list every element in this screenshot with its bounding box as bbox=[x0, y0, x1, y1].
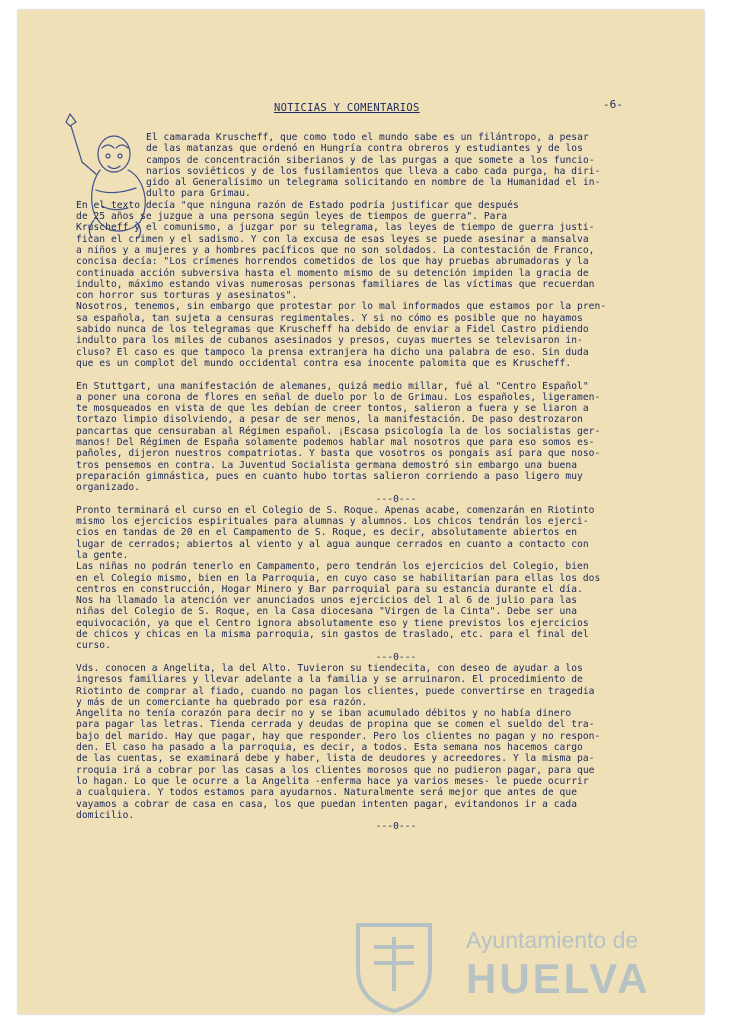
text-line: dulto para Grimau. bbox=[146, 188, 251, 200]
text-line: organizado. bbox=[76, 482, 141, 494]
text-line: campos de concentración siberianos y de las purgas a que somete a los funcio- bbox=[146, 154, 595, 166]
text-line: tros pensemos en contra. La Juventud Socialista germana demostró sin embargo una buena bbox=[76, 459, 578, 471]
text-line: indulto, máximo estando vivas numerosas personas familiares de las víctimas que recuerdan bbox=[76, 278, 595, 290]
text-line: de 25 años se juzgue a una persona según leyes de tiempos de guerra". Para bbox=[76, 211, 508, 223]
text-line: te mosqueados en vista de que les debían de creer tontos, salieron a fuera y se liaron a bbox=[76, 403, 589, 415]
text-line: equivocación, ya que el Centro ignora absolutamente eso y tiene previstos los ejercicios bbox=[76, 617, 589, 629]
text-line: Nos ha llamado la atención ver anunciados unos ejercicios del 1 al 6 de julio para las bbox=[76, 595, 578, 607]
text-line: lo hagan. Lo que le ocurre a la Angelita -enferma hace ya varios meses- le puede ocurrir bbox=[76, 775, 589, 787]
section-separator: ---0--- bbox=[375, 651, 417, 663]
text-line bbox=[76, 369, 676, 380]
text-line: a cualquiera. Y todos estamos para ayudarnos. Naturalmente será mejor que antes de que bbox=[76, 787, 578, 799]
text-line: cios en tandas de 20 en el Campamento de S. Roque, es decir, absolutamente abiertos en bbox=[76, 527, 578, 539]
text-line: cluso? El caso es que tampoco la prensa extranjera ha dicho una palabra de eso. Sin duda bbox=[76, 346, 589, 358]
text-line: a poner una corona de flores en señal de duelo por lo de Grimau. Los españoles, ligeramen- bbox=[76, 391, 601, 403]
section-separator: ---0--- bbox=[375, 493, 417, 505]
text-line: Nosotros, tenemos, sin embargo que protestar por lo mal informados que estamos por la pren- bbox=[76, 301, 607, 313]
text-line: rroquia irá a cobrar por las casas a los clientes morosos que no pudieron pagar, para que bbox=[76, 764, 595, 776]
watermark bbox=[344, 915, 674, 1025]
text-line: sa española, tan sujeta a censuras regimentales. Y si no cómo es posible que no hayamos bbox=[76, 312, 583, 324]
text-line: lugar de cerrados; abiertos al viento y al agua aunque cerrados en cuanto a contacto con bbox=[76, 538, 589, 550]
text-line: de las matanzas que ordenó en Hungría contra obreros y estudiantes y de los bbox=[146, 143, 583, 155]
text-line: continuada acción subversiva hasta el momento mismo de su detención impiden la gracia de bbox=[76, 267, 589, 279]
text-line: para pagar las letras. Tienda cerrada y deudas de propina que se comen el sueldo del tra- bbox=[76, 719, 595, 731]
text-line: Pronto terminará el curso en el Colegio de S. Roque. Apenas acabe, comenzarán en Riotinto bbox=[76, 504, 595, 516]
text-line: manos! Del Régimen de España solamente podemos hablar mal nosotros que para eso somos es- bbox=[76, 437, 595, 449]
section-separator: ---0--- bbox=[375, 821, 417, 833]
text-line: El camarada Kruscheff, que como todo el mundo sabe es un filántropo, a pesar bbox=[146, 132, 589, 143]
document-page bbox=[18, 10, 704, 1014]
text-line: indulto para los miles de cubanos asesinados y presos, cuyas muertes se televisaron in- bbox=[76, 335, 583, 347]
page-title: NOTICIAS Y COMENTARIOS bbox=[274, 102, 420, 114]
text-line: Las niñas no podrán tenerlo en Campamento, pero tendrán los ejercicios del Colegio, bien bbox=[76, 561, 589, 573]
coat-of-arms-icon bbox=[344, 917, 444, 1015]
text-line: fican el crimen y el sadismo. Y con la excusa de esas leyes se puede asesinar a mansalva bbox=[76, 233, 589, 245]
article-body bbox=[76, 132, 676, 832]
text-line: gido al Generalísimo un telegrama solicitando en nombre de la Humanidad el in- bbox=[146, 177, 601, 189]
text-line: y más de un comerciante ha quebrado por esa razón. bbox=[76, 696, 368, 708]
text-line: a niños y a mujeres y a hombres pacíficos que no son soldados. La contestación de Franco, bbox=[76, 244, 595, 256]
text-line: centros en construcción, Hogar Minero y Bar parroquial para su estancia durante el día. bbox=[76, 583, 583, 595]
text-line: Angelita no tenía corazón para decir no y se iban acumulado débitos y no había dinero bbox=[76, 708, 572, 720]
text-line: preparación gimnástica, pues en cuanto hubo tortas salieron corriendo a paso ligero muy bbox=[76, 470, 583, 482]
text-line: pancartas que censuraban al Régimen español. ¡Escasa psicología la de los socialistas ger- bbox=[76, 425, 601, 437]
text-line: domicilio. bbox=[76, 809, 135, 821]
text-line: que es un complot del mundo occidental contra esa inocente palomita que es Kruscheff. bbox=[76, 357, 572, 369]
text-line: narios soviéticos y de los fusilamientos que lleva a cabo cada purga, ha diri- bbox=[146, 165, 601, 177]
text-line: curso. bbox=[76, 640, 111, 652]
text-line: den. El caso ha pasado a la parroquia, es decir, a todos. Esta semana nos hacemos cargo bbox=[76, 742, 583, 754]
text-line: en el Colegio mismo, bien en la Parroquia, en cuyo caso se habilitarían para ellas los dos bbox=[76, 572, 601, 584]
text-line: de las cuentas, se examinará debe y haber, lista de deudores y acreedores. Y la misma pa- bbox=[76, 753, 595, 765]
page-number: -6- bbox=[603, 98, 623, 111]
text-line: En el texto decía "que ninguna razón de Estado podría justificar que después bbox=[76, 199, 519, 211]
text-line: ingresos familiares y llevar adelante a la familia y se arruinaron. El procedimiento de bbox=[76, 674, 583, 686]
watermark-city: HUELVA bbox=[466, 955, 651, 1002]
text-line: Kruscheff y el comunismo, a juzgar por su telegrama, las leyes de tiempo de guerra justi- bbox=[76, 222, 595, 234]
text-line: vayamos a cobrar de casa en casa, los que puedan intenten pagar, evitandonos ir a cada bbox=[76, 798, 578, 810]
text-line: sabido nunca de los telegramas que Kruscheff ha debido de enviar a Fidel Castro pidiendo bbox=[76, 324, 589, 336]
text-line: En Stuttgart, una manifestación de alemanes, quizá medio millar, fué al "Centro Español" bbox=[76, 380, 589, 392]
text-line: niñas del Colegio de S. Roque, en la Casa diocesana "Virgen de la Cinta". Debe ser una bbox=[76, 606, 578, 618]
text-line: concisa decía: "Los crímenes horrendos cometidos de los que hay pruebas abrumadoras y la bbox=[76, 256, 589, 268]
text-line: de chicos y chicas en la misma parroquia, sin gastos de traslado, etc. para el final del bbox=[76, 629, 589, 641]
text-line: pañoles, dijeron nuestros compatriotas. Y basta que vosotros os pongais así para que noso- bbox=[76, 448, 601, 460]
text-line: Riotinto de comprar al fiado, cuando no pagan los clientes, puede convertirse en tragedia bbox=[76, 685, 595, 697]
text-line: mismo los ejercicios espirituales para alumnas y alumnos. Los chicos tendrán los ejerci- bbox=[76, 516, 589, 528]
text-line: tortazo limpio disolviendo, a pesar de ser menos, la manifestación. De paso destrozaron bbox=[76, 414, 583, 426]
watermark-institution: Ayuntamiento de bbox=[466, 927, 639, 953]
text-line: con horror sus torturas y asesinatos". bbox=[76, 290, 298, 302]
text-line: la gente. bbox=[76, 549, 129, 561]
text-line: Vds. conocen a Angelita, la del Alto. Tuvieron su tiendecita, con deseo de ayudar a los bbox=[76, 662, 583, 674]
text-line: bajo del marido. Hay que pagar, hay que responder. Pero los clientes no pagan y no respon- bbox=[76, 730, 601, 742]
